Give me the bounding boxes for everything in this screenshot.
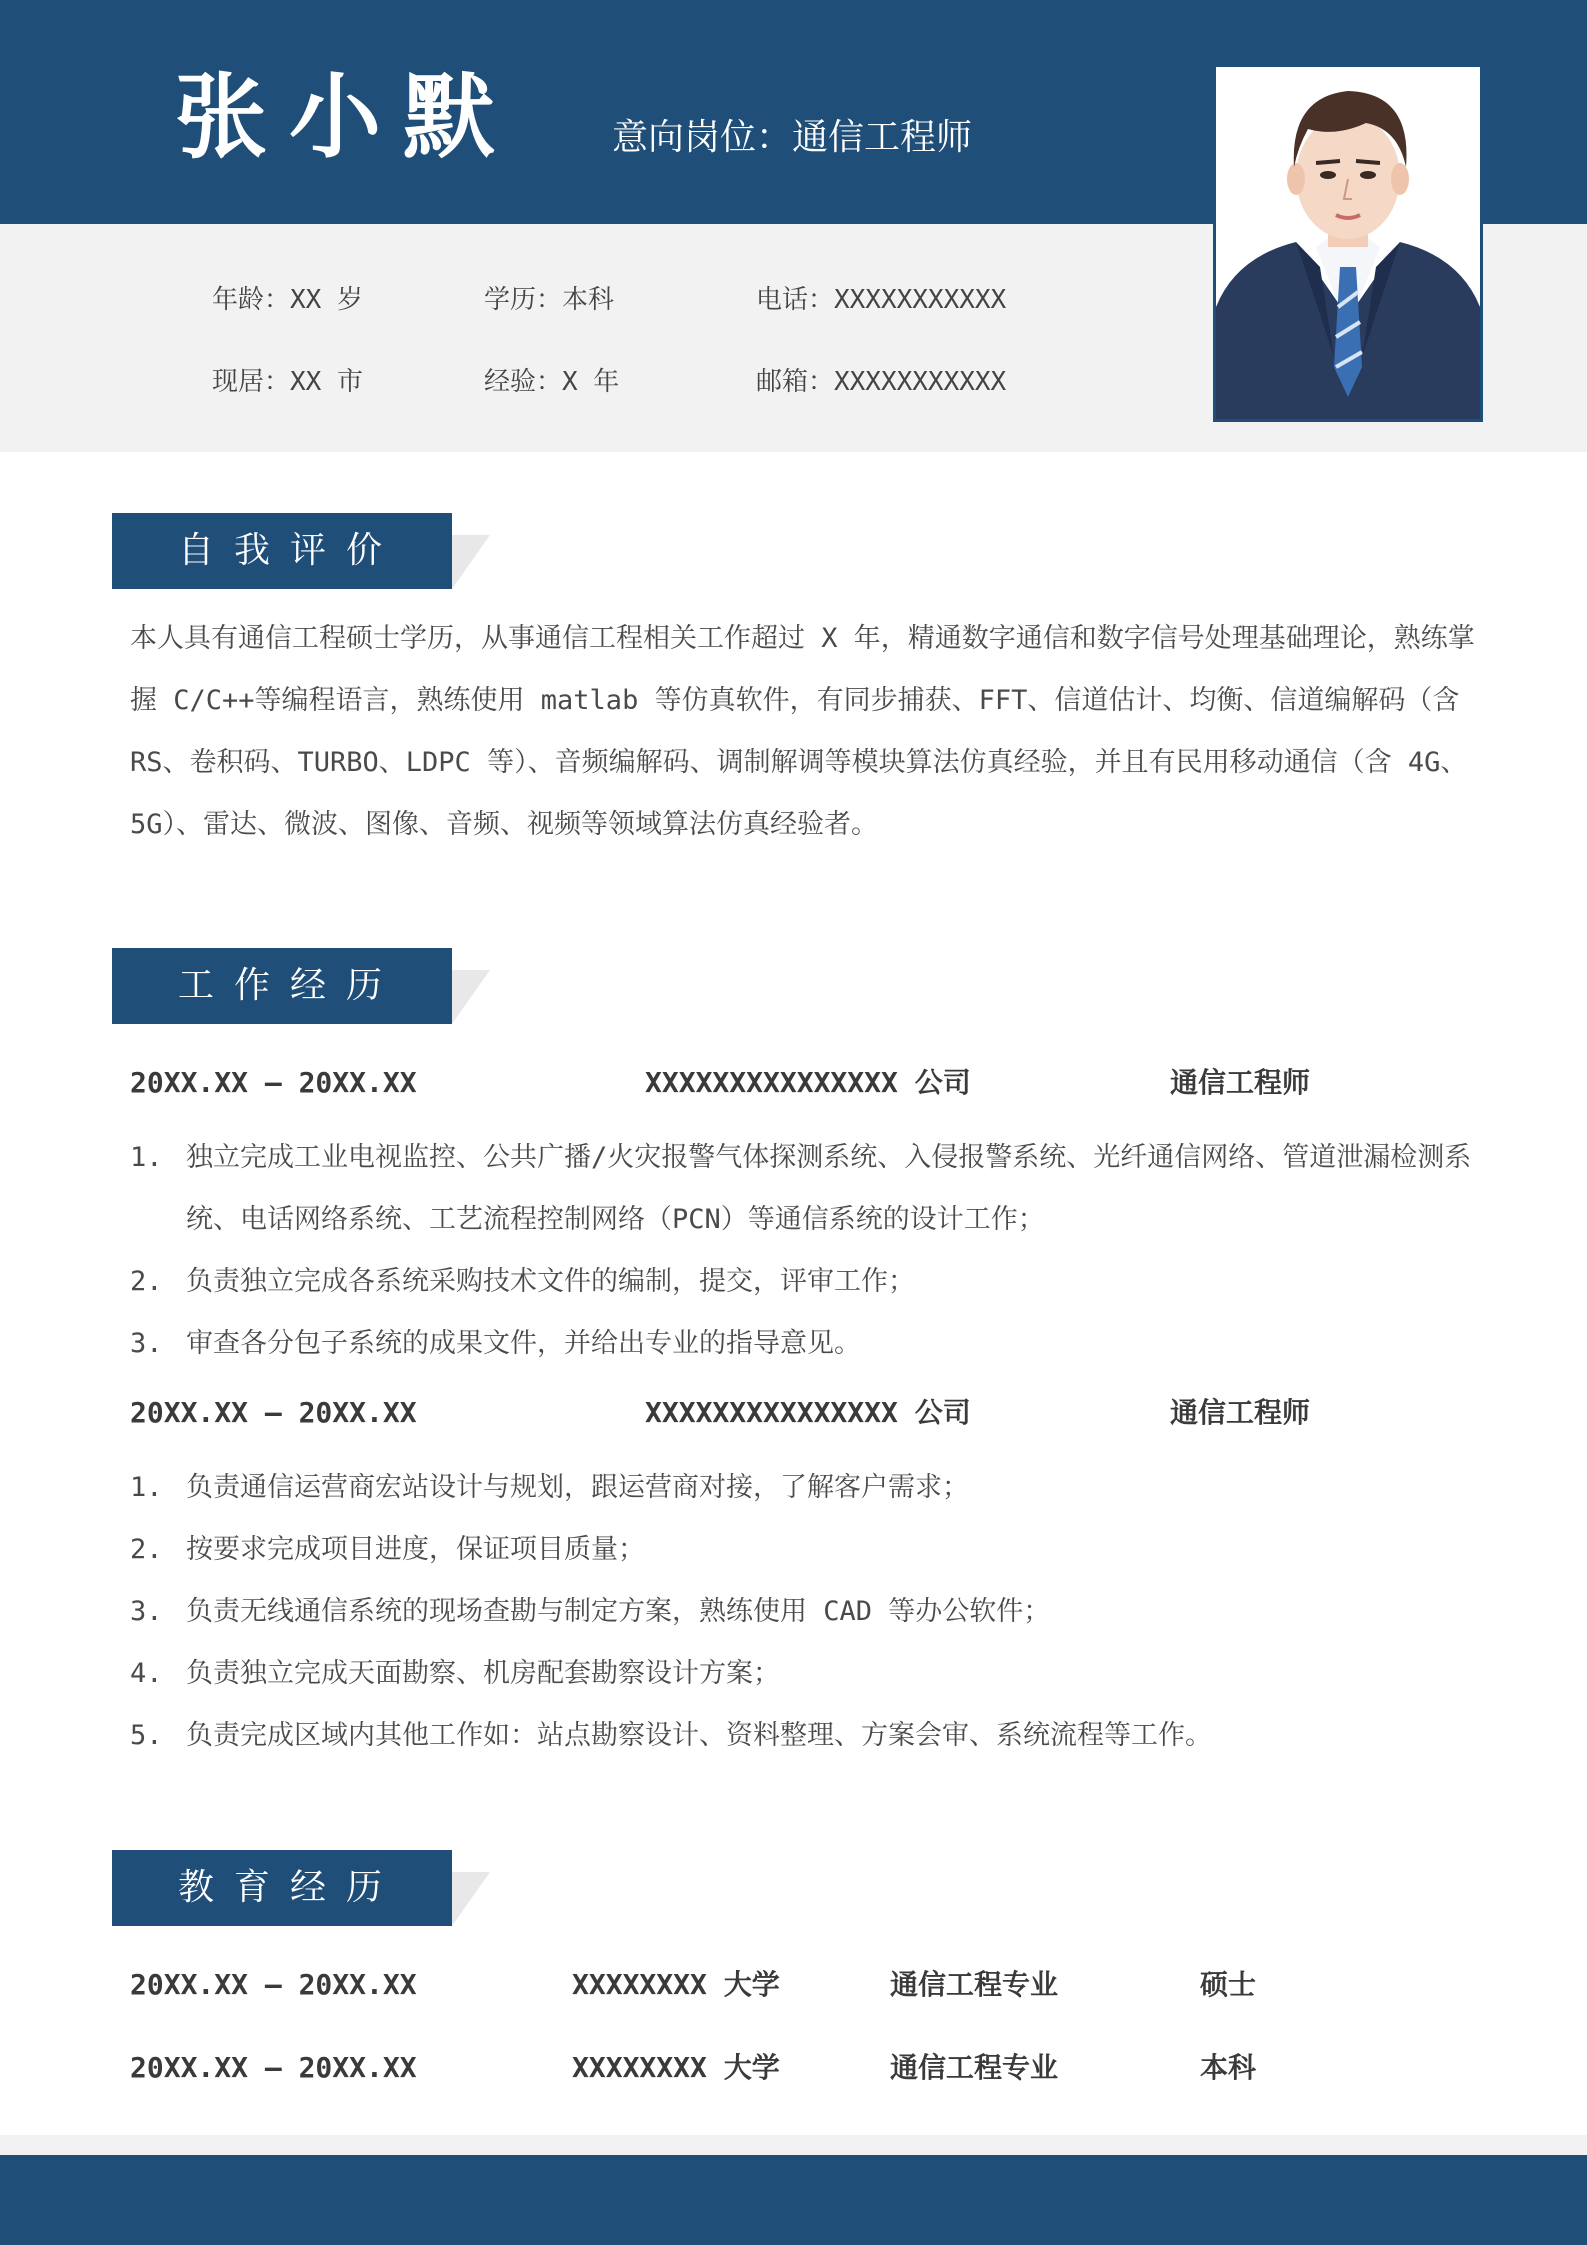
section-title-education: 教育经历 [177,1867,402,1908]
list-item-text: 负责独立完成各系统采购技术文件的编制，提交，评审工作； [186,1266,915,1297]
list-item [130,1127,1475,1251]
list-item [130,1705,1475,1767]
edu-major: 通信工程专业 [890,1968,1059,2001]
job-company: XXXXXXXXXXXXXXX 公司 [645,1396,971,1429]
edu-period: 20XX.XX – 20XX.XX [130,2051,417,2084]
section-header-self-evaluation [112,513,452,589]
list-item [130,1313,1475,1375]
list-item-number: 5. [130,1720,163,1751]
job-period: 20XX.XX – 20XX.XX [130,1066,417,1099]
list-item-number: 3. [130,1596,163,1627]
list-item-text: 独立完成工业电视监控、公共广播/火灾报警气体探测系统、入侵报警系统、光纤通信网络、管道泄漏检测系统、电话网络系统、工艺流程控制网络（PCN）等通信系统的设计工作； [186,1142,1472,1235]
list-item [130,1457,1475,1519]
education-row [0,2043,1587,2093]
job-role: 通信工程师 [1170,1396,1311,1429]
list-item [130,1519,1475,1581]
list-item-number: 1. [130,1142,163,1173]
avatar-portrait-icon [1216,67,1480,419]
list-item-number: 1. [130,1472,163,1503]
section-header-work-experience [112,948,452,1024]
list-item-number: 2. [130,1266,163,1297]
footer-band [0,2155,1587,2245]
info-phone: 电话：XXXXXXXXXXX [756,285,1007,315]
edu-school: XXXXXXXX 大学 [572,2051,780,2084]
list-item-text: 按要求完成项目进度，保证项目质量； [186,1534,645,1565]
list-item [130,1581,1475,1643]
edu-school: XXXXXXXX 大学 [572,1968,780,2001]
list-item-text: 负责通信运营商宏站设计与规划，跟运营商对接，了解客户需求； [186,1472,969,1503]
edu-degree: 硕士 [1200,1968,1257,2001]
info-email: 邮箱：XXXXXXXXXXX [756,367,1007,397]
job-role: 通信工程师 [1170,1066,1311,1099]
profile-photo [1213,64,1483,422]
info-experience: 经验：X 年 [484,367,620,397]
section-header-tail [452,1872,490,1926]
list-item-number: 3. [130,1328,163,1359]
section-header-tail [452,535,490,589]
info-residence: 现居：XX 市 [212,367,363,397]
section-title-self-evaluation: 自我评价 [177,530,402,571]
list-item-text: 负责独立完成天面勘察、机房配套勘察设计方案； [186,1658,780,1689]
edu-period: 20XX.XX – 20XX.XX [130,1968,417,2001]
list-item [130,1643,1475,1705]
section-header-education [112,1850,452,1926]
info-education: 学历：本科 [484,285,615,315]
list-item-number: 2. [130,1534,163,1565]
self-evaluation-text: 本人具有通信工程硕士学历，从事通信工程相关工作超过 X 年，精通数字通信和数字信号处理基础理论，熟练掌握 C/C++等编程语言，熟练使用 matlab 等仿真软件，有同步捕获、FFT、信道估计、均衡、信道编解码（含 RS、卷积码、TURBO、LDPC 等）、音频编解码、调制解调等模块算法仿真经验，并且有民用移动通信（含 4G、5G）、雷达、微波、图像、音频、视频等领域算法仿真经验者。 [130,623,1475,840]
edu-degree: 本科 [1200,2051,1257,2084]
list-item-text: 负责无线通信系统的现场查勘与制定方案，熟练使用 CAD 等办公软件； [186,1596,1051,1627]
candidate-name: 张小默 [175,64,518,171]
info-age: 年龄：XX 岁 [212,285,363,315]
job-header [0,1388,1587,1438]
list-item-text: 负责完成区域内其他工作如：站点勘察设计、资料整理、方案会审、系统流程等工作。 [186,1720,1212,1751]
intent-position: 意向岗位：通信工程师 [612,117,973,158]
education-row [0,1960,1587,2010]
section-title-work-experience: 工作经历 [177,965,402,1006]
edu-major: 通信工程专业 [890,2051,1059,2084]
job-period: 20XX.XX – 20XX.XX [130,1396,417,1429]
job-header [0,1058,1587,1108]
footer-band-light [0,2135,1587,2155]
section-header-tail [452,970,490,1024]
list-item-text: 审查各分包子系统的成果文件，并给出专业的指导意见。 [186,1328,861,1359]
list-item-number: 4. [130,1658,163,1689]
job-company: XXXXXXXXXXXXXXX 公司 [645,1066,971,1099]
list-item [130,1251,1475,1313]
